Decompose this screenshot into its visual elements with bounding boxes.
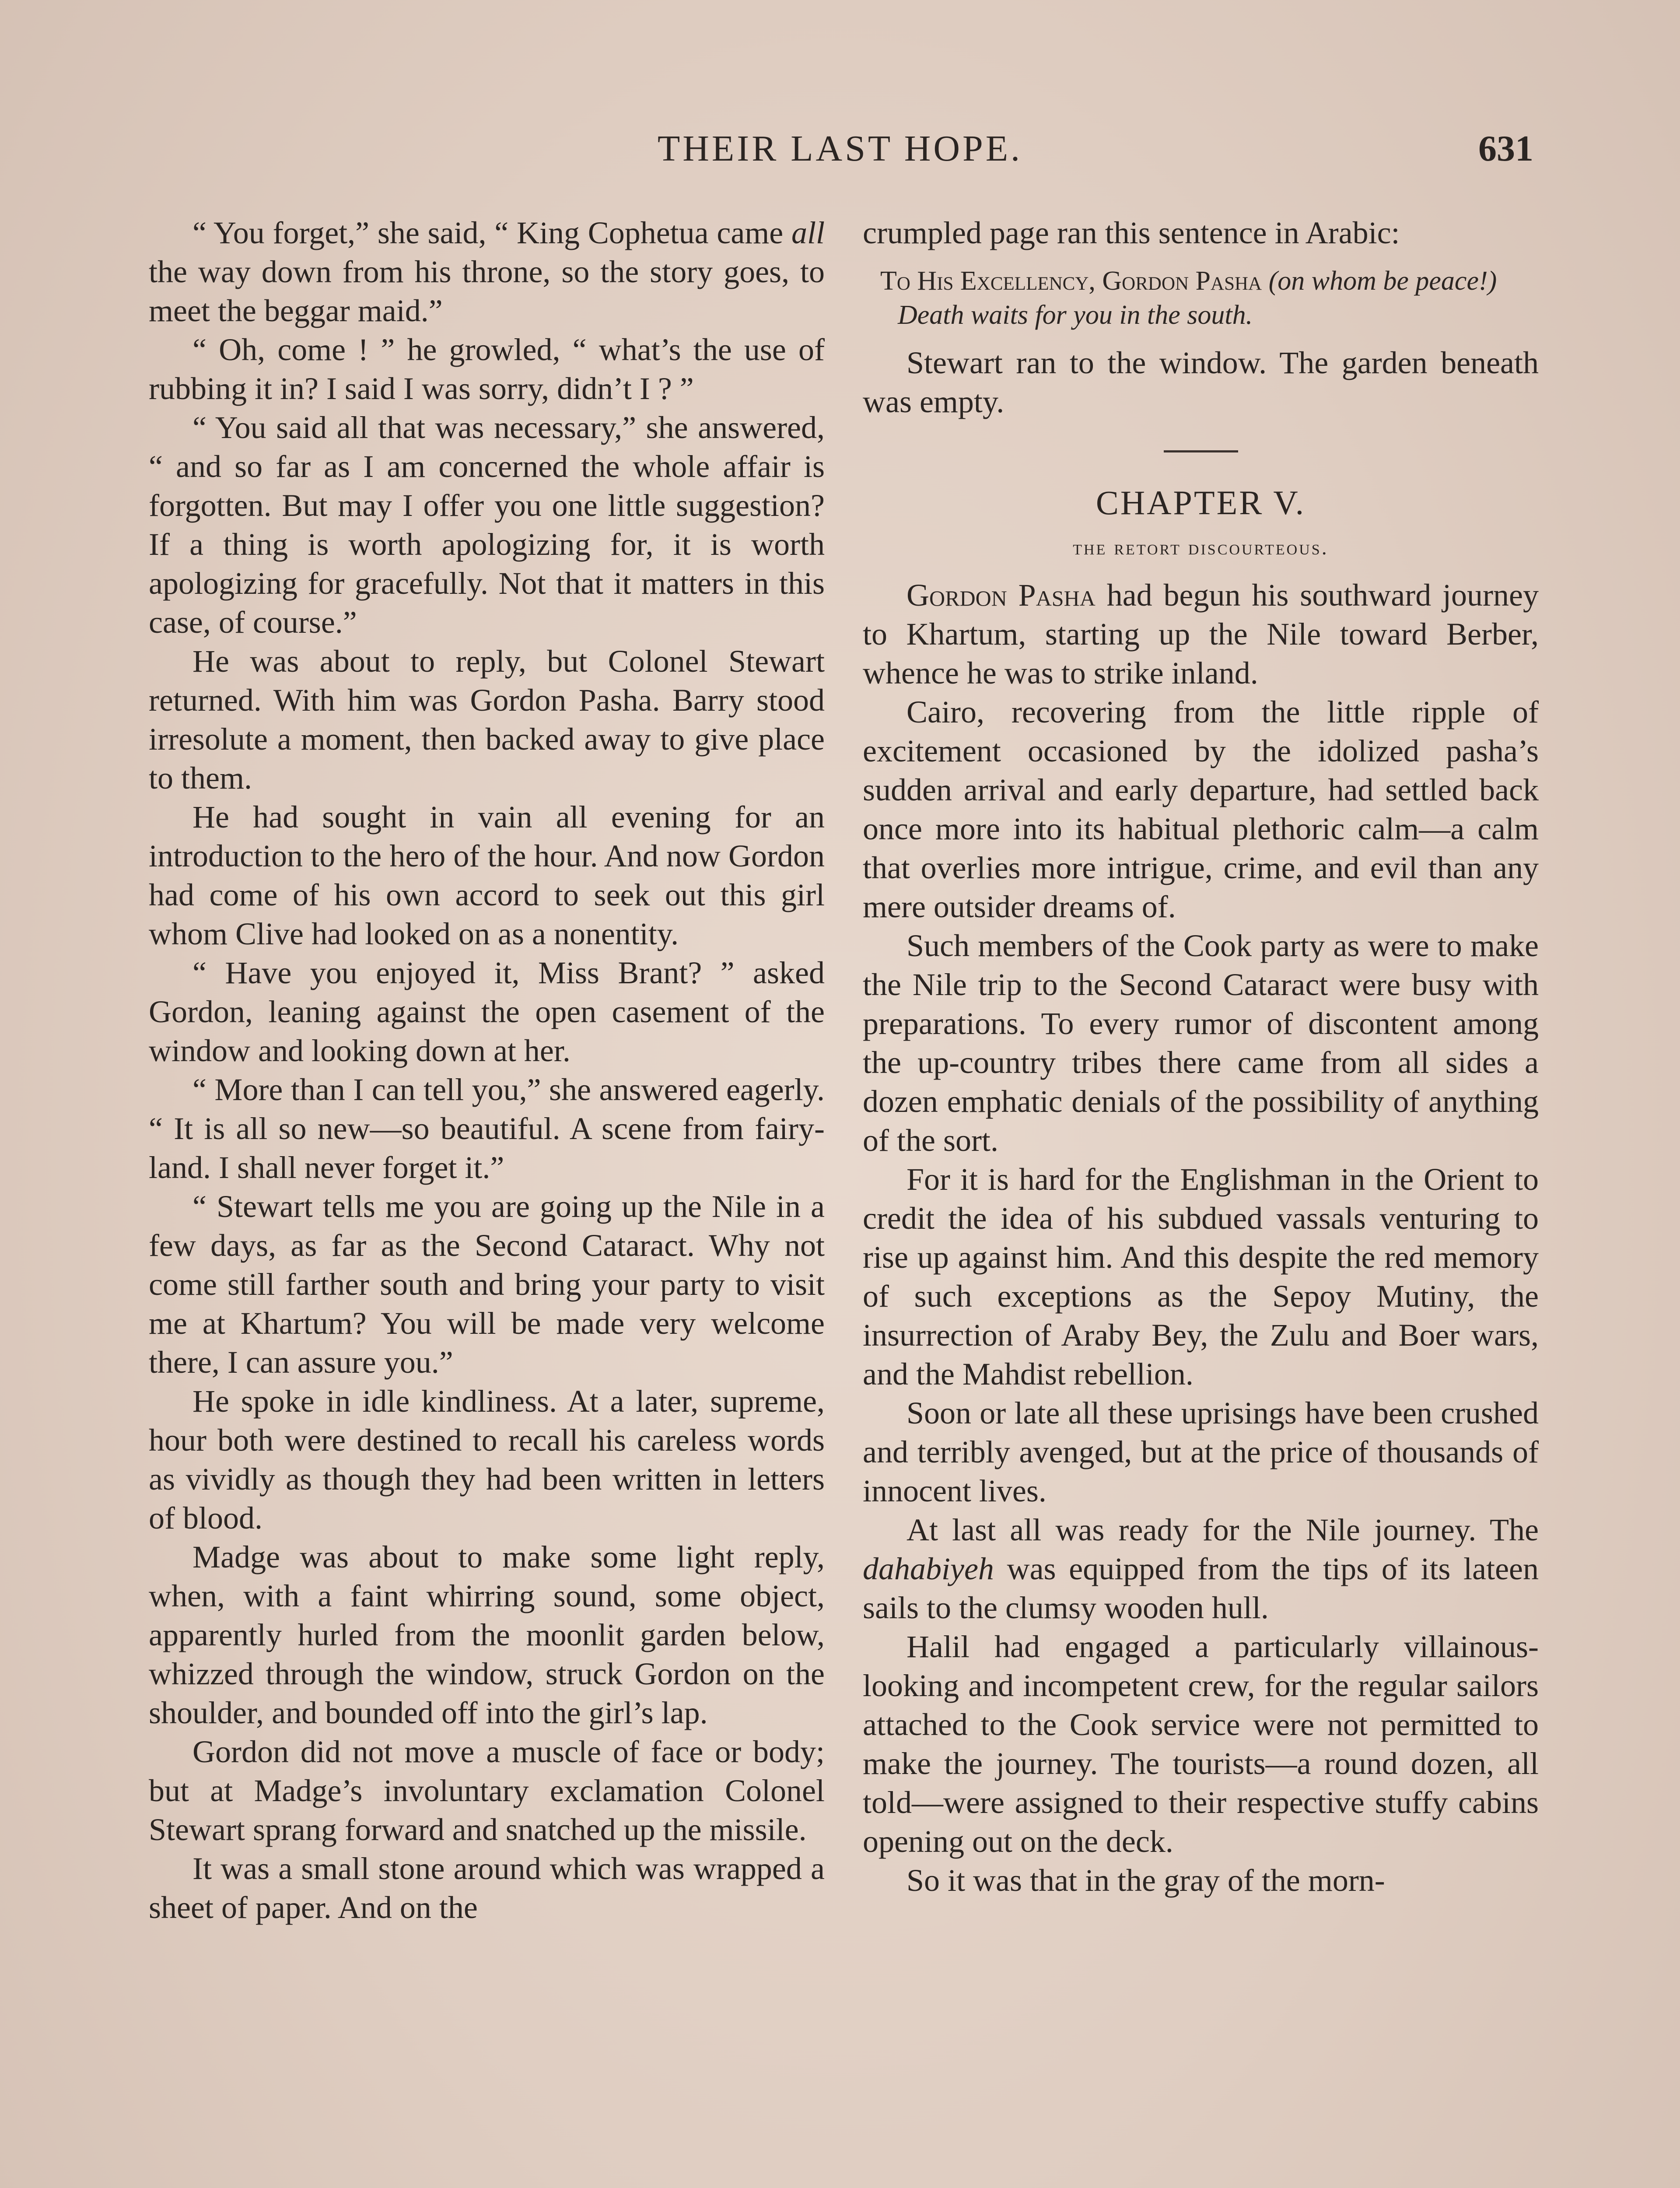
emphasis: all bbox=[791, 215, 825, 250]
section-divider bbox=[1164, 450, 1238, 452]
paragraph: Stewart ran to the window. The garden beneath was empty. bbox=[863, 345, 1539, 419]
paragraph: Soon or late all these uprisings have been crushed and terribly avenged, but at the price of thousands of innocent lives. bbox=[863, 1396, 1539, 1508]
paragraph: Such members of the Cook party as were to make the Nile trip to the Second Cataract were busy with preparations. To every rumor of discontent among the up-country tribes there came from all sides a dozen emphatic denials of the possibility of anything of the sort. bbox=[863, 928, 1539, 1158]
paragraph: So it was that in the gray of the morn- bbox=[906, 1863, 1385, 1898]
paragraph: Halil had engaged a particularly villainous-looking and incompetent crew, for the regular sailors attached to the Cook service were not permitted to make the journey. The tourists—a round dozen, all told—were assigned to their respective stuffy cabins opening out on the deck. bbox=[863, 1629, 1539, 1859]
right-column bbox=[863, 214, 1539, 1900]
paragraph: Cairo, recovering from the little ripple of excitement occasioned by the idolized pasha’s sudden arrival and early departure, had settled back once more into its habitual plethoric calm—a calm that overlies more intrigue, crime, and evil than any mere outsider dreams of. bbox=[863, 694, 1539, 924]
paragraph: Gordon Pasha had begun his southward journey to Khartum, starting up the Nile toward Berber, whence he was to strike inland. bbox=[863, 578, 1539, 691]
paragraph: “ More than I can tell you,” she answered eagerly. “ It is all so new—so beautiful. A scene from fairy-land. I shall never forget it.” bbox=[149, 1072, 825, 1185]
paragraph: “ Stewart tells me you are going up the Nile in a few days, as far as the Second Cataract. Why not come still farther south and bring your party to visit me at Khartum? You will be made very welcome there, I can assure you.” bbox=[149, 1189, 825, 1380]
message-blessing: (on whom be peace!) bbox=[1262, 266, 1497, 296]
arabic-message bbox=[863, 264, 1539, 332]
paragraph: “ You said all that was necessary,” she answered, “ and so far as I am concerned the whole affair is forgotten. But may I offer you one little suggestion? If a thing is worth apologizing for, it is worth apologizing for gracefully. Not that it matters in this case, of course.” bbox=[149, 410, 825, 640]
paragraph: He spoke in idle kindliness. At a later, supreme, hour both were destined to recall his careless words as vividly as though they had been written in letters of blood. bbox=[149, 1384, 825, 1536]
paragraph: It was a small stone around which was wrapped a sheet of paper. And on the bbox=[149, 1851, 825, 1925]
paragraph: He was about to reply, but Colonel Stewart returned. With him was Gordon Pasha. Barry stood irresolute a moment, then backed away to give place to them. bbox=[149, 644, 825, 796]
chapter-heading: CHAPTER V. bbox=[1096, 484, 1306, 522]
paragraph: “ Have you enjoyed it, Miss Brant? ” asked Gordon, leaning against the open casement of the window and looking down at her. bbox=[149, 955, 825, 1068]
running-title: THEIR LAST HOPE. bbox=[657, 128, 1023, 169]
page-number: 631 bbox=[1478, 128, 1533, 169]
paragraph: At last all was ready for the Nile journey. The dahabiyeh was equipped from the tips of its lateen sails to the clumsy wooden hull. bbox=[863, 1512, 1539, 1625]
paragraph: Madge was about to make some light reply, when, with a faint whirring sound, some object, apparently hurled from the moonlit garden below, whizzed through the window, struck Gordon on the shoulder, and bounded off into the girl’s lap. bbox=[149, 1539, 825, 1730]
paragraph: “ Oh, come ! ” he growled, “ what’s the use of rubbing it in? I said I was sorry, didn’t I ? ” bbox=[149, 332, 825, 406]
paragraph: crumpled page ran this sentence in Arabic: bbox=[863, 215, 1400, 250]
emphasis: dahabiyeh bbox=[863, 1551, 994, 1586]
left-column bbox=[149, 214, 825, 1927]
message-addressee: To His Excellency, Gordon Pasha bbox=[880, 266, 1262, 296]
paragraph: For it is hard for the Englishman in the Orient to credit the idea of his subdued vassals venturing to rise up against him. And this despite the red memory of such exceptions as the Sepoy Mutiny, the insurrection of Araby Bey, the Zulu and Boer wars, and the Mahdist rebellion. bbox=[863, 1162, 1539, 1392]
small-caps-name: Gordon Pasha bbox=[906, 578, 1096, 613]
paragraph: He had sought in vain all evening for an introduction to the hero of the hour. And now Gordon had come of his own accord to seek out this girl whom Clive had looked on as a nonentity. bbox=[149, 799, 825, 951]
paragraph: “ You forget,” she said, “ King Cophetua came all the way down from his throne, so the story goes, to meet the beggar maid.” bbox=[149, 215, 825, 328]
paragraph: Gordon did not move a muscle of face or body; but at Madge’s involuntary exclamation Colonel Stewart sprang forward and snatched up the missile. bbox=[149, 1734, 825, 1847]
chapter-subtitle: the retort discourteous. bbox=[1073, 536, 1329, 559]
message-warning: Death waits for you in the south. bbox=[898, 300, 1253, 330]
